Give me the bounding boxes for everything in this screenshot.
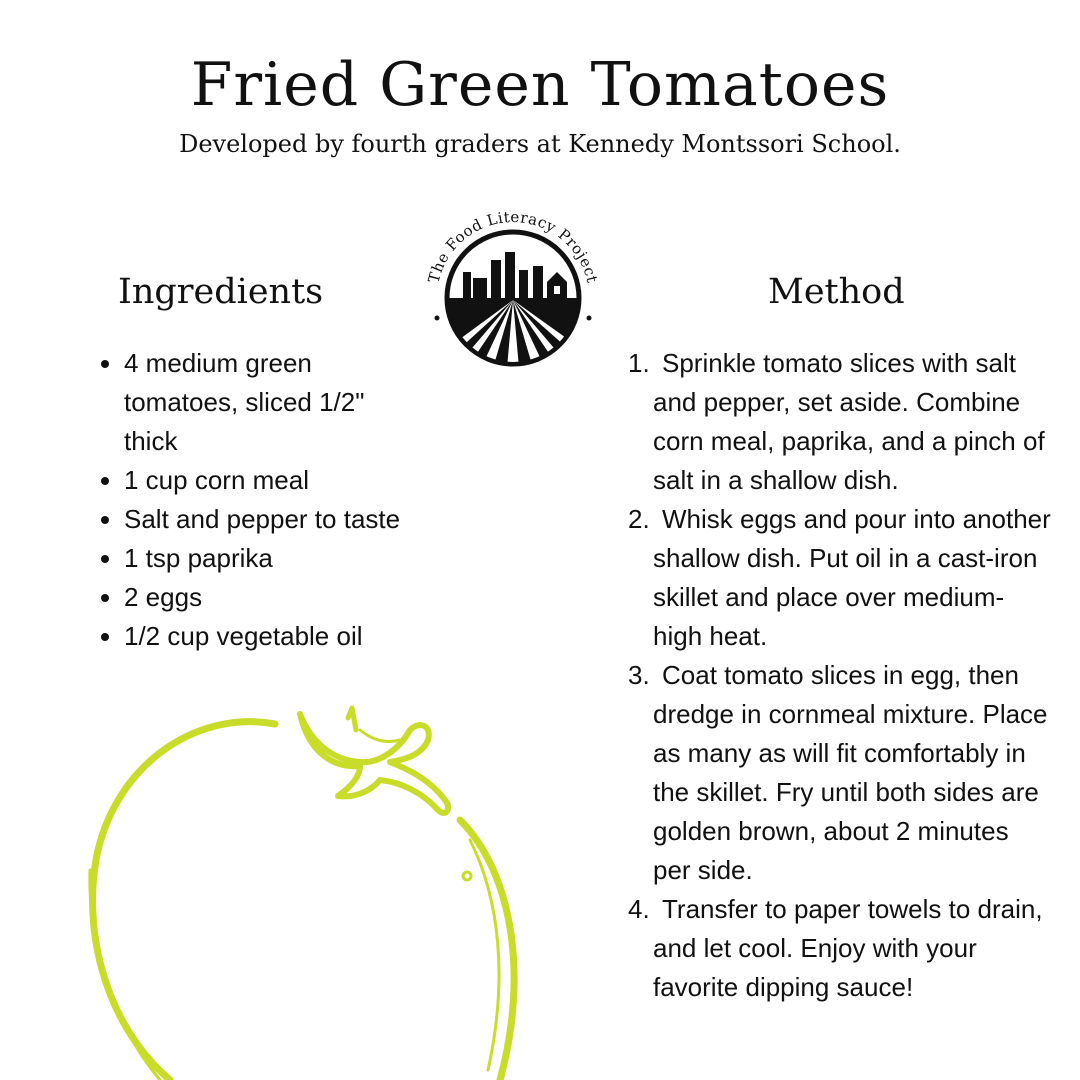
ingredient-item: • 1 cup corn meal — [124, 461, 424, 500]
ingredient-item: • 2 eggs — [124, 578, 424, 617]
ingredient-item: • Salt and pepper to taste — [124, 500, 424, 539]
food-literacy-project-logo — [415, 200, 611, 396]
green-tomato-outline-illustration — [60, 700, 540, 1080]
step-text: Coat tomato slices in egg, then dredge in cornmeal mixture. Place as many as will fit comfortably in the skillet. Fry until both sides are golden brown, about 2 minutes per side. — [653, 660, 1048, 885]
ingredient-item: • 1/2 cup vegetable oil — [124, 617, 424, 656]
step-number: 2. — [628, 504, 650, 534]
page-subtitle: Developed by fourth graders at Kennedy Montssori School. — [179, 130, 901, 158]
step-number: 4. — [628, 894, 650, 924]
logo-ring-top-text: The Food Literacy Project — [424, 207, 602, 285]
method-step — [628, 500, 1053, 656]
method-step — [628, 890, 1053, 1007]
method-steps-list — [628, 344, 1053, 1007]
step-text: Sprinkle tomato slices with salt and pepper, set aside. Combine corn meal, paprika, and a pinch of salt in a shallow dish. — [653, 348, 1045, 495]
ingredient-item: • 4 medium green tomatoes, sliced 1/2" thick — [124, 344, 424, 461]
ingredients-heading: Ingredients — [118, 272, 324, 312]
page-title: Fried Green Tomatoes — [190, 50, 890, 120]
method-step — [628, 344, 1053, 500]
step-text: Transfer to paper towels to drain, and let cool. Enjoy with your favorite dipping sauce! — [653, 894, 1043, 1002]
step-number: 1. — [628, 348, 650, 378]
step-text: Whisk eggs and pour into another shallow dish. Put oil in a cast-iron skillet and place over medium-high heat. — [653, 504, 1051, 651]
ingredients-list — [100, 344, 424, 656]
method-step — [628, 656, 1053, 890]
method-heading: Method — [768, 272, 905, 312]
step-number: 3. — [628, 660, 650, 690]
ingredient-item: • 1 tsp paprika — [124, 539, 424, 578]
